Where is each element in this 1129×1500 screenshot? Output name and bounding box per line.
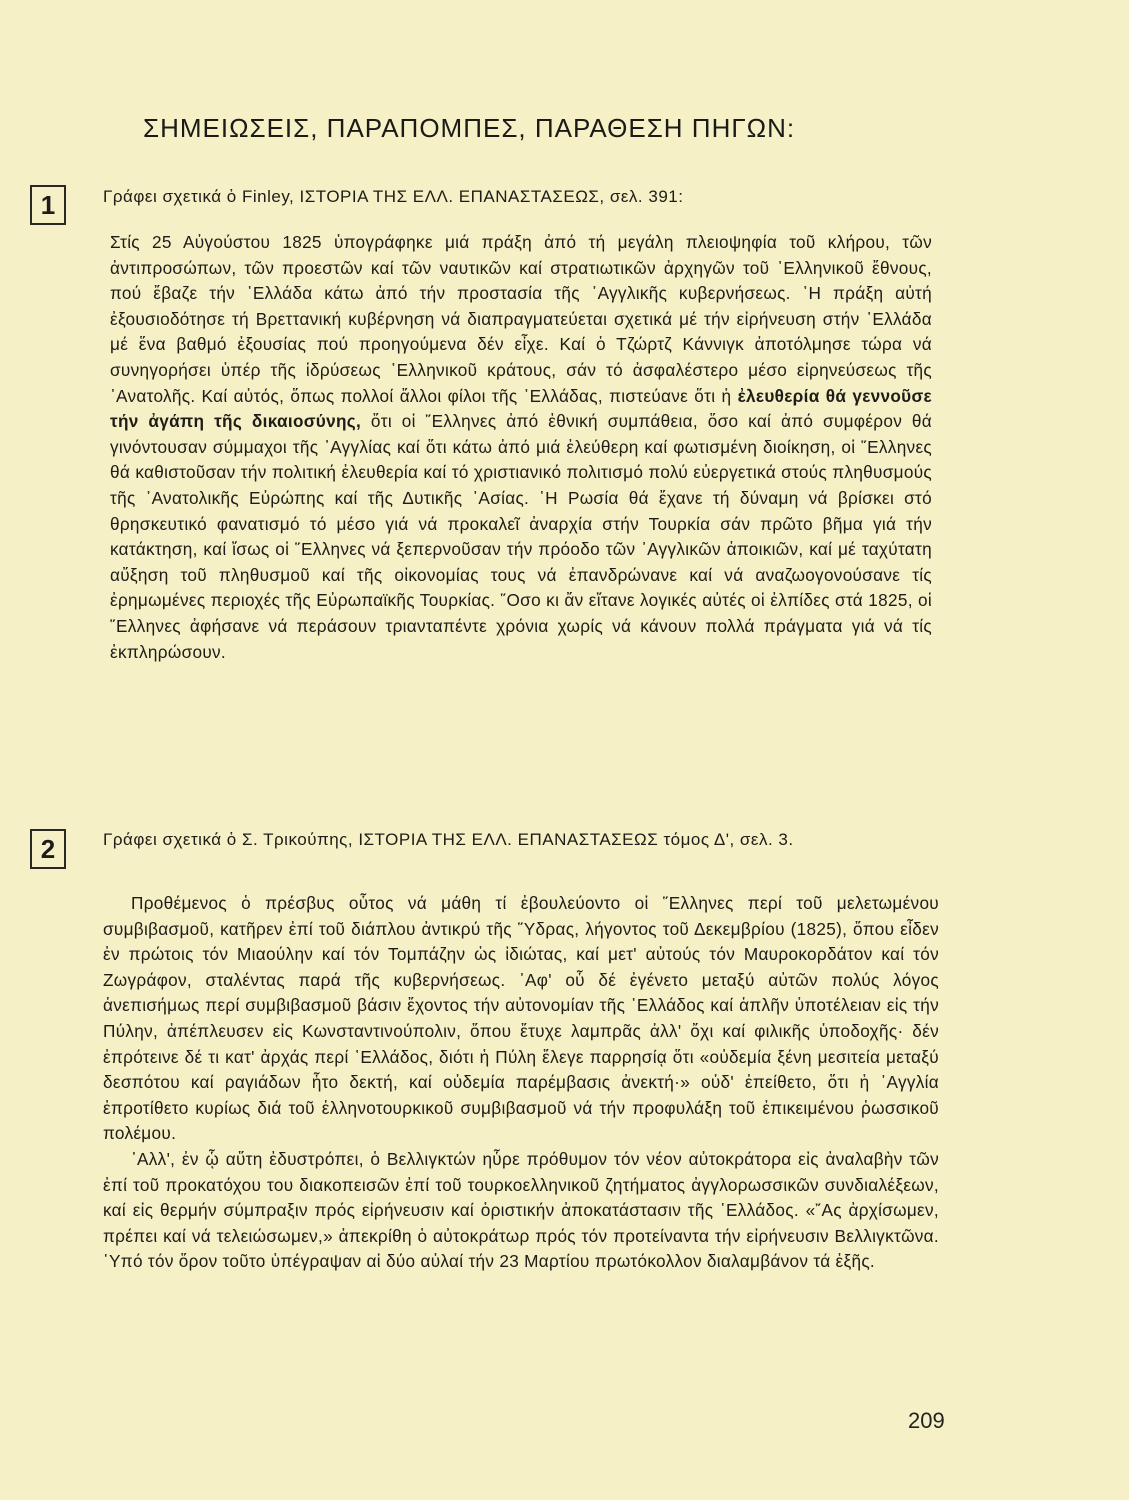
note-number-2: 2 (30, 829, 66, 869)
note-2-source: Γράφει σχετικά ὁ Σ. Τρικούπης, ΙΣΤΟΡΙΑ ΤΗΣ ΕΛΛ. ΕΠΑΝΑΣΤΑΣΕΩΣ τόμος Δ', σελ. 3. (103, 830, 794, 849)
note-1-quote (110, 230, 932, 665)
note-1-text-a: Στίς 25 Αὐγούστου 1825 ὑπογράφηκε μιά πράξη ἀπό τή μεγάλη πλειοψηφία τοῦ κλήρου, τῶν ἀντιπροσώπων, τῶν προεστῶν καί τῶν ναυτικῶν καί στρατιωτικῶν ἀρχηγῶν τοῦ ῾Ελληνικοῦ ἔθνους, πού ἔβαζε τήν ῾Ελλάδα κάτω ἀπό τήν προστασία τῆς ᾿Αγγλικῆς κυβερνήσεως. ῾Η πράξη αὐτή ἐξουσιοδότησε τή Βρεττανική κυβέρνηση νά διαπραγματεύεται σχετικά μέ τήν εἰρήνευση στήν ῾Ελλάδα μέ ἕνα βαθμό ἐξουσίας πού προηγούμενα δέν εἶχε. Καί ὁ Τζώρτζ Κάννιγκ ἀποτόλμησε τώρα νά συνηγορήσει ὑπέρ τῆς ἱδρύσεως ῾Ελληνικοῦ κράτους, σάν τό ἀσφαλέστερο μέσο εἰρηνεύσεως τῆς ᾿Ανατολῆς. Καί αὐτός, ὅπως πολλοί ἄλλοι φίλοι τῆς ῾Ελλάδας, πιστεύανε ὅτι ἡ (110, 232, 932, 406)
note-1-text-b: ὅτι οἱ ῞Ελληνες ἀπό ἐθνική συμπάθεια, ὅσο καί ἀπό συμφέρον θά γινόντουσαν σύμμαχοι τῆς ᾿Αγγλίας καί ὅτι κάτω ἀπό μιά ἐλεύθερη καί φωτισμένη διοίκηση, οἱ ῞Ελληνες θά καθιστοῦσαν τήν πολιτική ἐλευθερία καί τό χριστιανικό πολιτισμό πολύ εὐεργετικά στούς πληθυσμούς τῆς ᾿Ανατολικῆς Εὐρώπης καί τῆς Δυτικῆς ᾿Ασίας. ῾Η Ρωσία θά ἔχανε τή δύναμη νά βρίσκει στό θρησκευτικό φανατισμό τό μέσο γιά νά προκαλεῖ ἀναρχία στήν Τουρκία σάν πρῶτο βῆμα γιά τήν κατάκτηση, καί ἴσως οἱ ῞Ελληνες νά ξεπερνοῦσαν τήν πρόοδο τῶν ᾿Αγγλικῶν ἀποικιῶν, καί μέ ταχύτατη αὔξηση τοῦ πληθυσμοῦ καί τῆς οἰκονομίας τους νά ἐπανδρώνανε καί νά αναζωογονούσανε τίς ἐρημωμένες περιοχές τῆς Εὐρωπαϊκῆς Τουρκίας. ῞Οσο κι ἄν εἴτανε λογικές αὐτές οἱ ἐλπίδες στά 1825, οἱ ῞Ελληνες ἀφήσανε νά περάσουν τριανταπέντε χρόνια χωρίς νά κάνουν πολλά πράγματα γιά νά τίς ἐκπληρώσουν. (110, 411, 932, 662)
note-1-source: Γράφει σχετικά ὁ Finley, ΙΣΤΟΡΙΑ ΤΗΣ ΕΛΛ. ΕΠΑΝΑΣΤΑΣΕΩΣ, σελ. 391: (103, 187, 684, 206)
note-1-bold-phrase: ἐλευθερία θά γεννοῦσε τήν ἀγάπη τῆς δικαιοσύνης, (110, 385, 932, 432)
note-2-quote (103, 891, 939, 1275)
note-2-paragraph-2: ᾿Αλλ', ἐν ᾧ αὕτη ἐδυστρόπει, ὁ Βελλιγκτών ηὗρε πρόθυμον τόν νέον αὐτοκράτορα εἰς ἀναλαβὴν τῶν ἐπί τοῦ προκατόχου του διακοπεισῶν ἐπί τοῦ τουρκοελληνικοῦ ζητήματος ἀγγλορωσσικῶν συνδιαλέξεων, καί εἰς θερμήν σύμπραξιν πρός εἰρήνευσιν καί ὁριστικήν ἀποκατάστασιν τῆς ῾Ελλάδος. «῎Ας ἀρχίσωμεν, πρέπει καί νά τελειώσωμεν,» ἀπεκρίθη ὁ αὐτοκράτωρ πρός τόν προτείναντα τήν εἰρήνευσιν Βελλιγκτῶνα. ῾Υπό τόν ὅρον τοῦτο ὑπέγραψαν αἱ δύο αὐλαί τήν 23 Μαρτίου πρωτόκολλον διαλαμβάνον τά ἑξῆς. (103, 1148, 939, 1272)
note-number-1: 1 (30, 185, 66, 225)
note-2-paragraph-1: Προθέμενος ὁ πρέσβυς οὗτος νά μάθη τί ἐβουλεύοντο οἱ ῞Ελληνες περί τοῦ μελετωμένου συμβιβασμοῦ, κατῆρεν ἐπί τοῦ διάπλου ἀντικρύ τῆς ῞Υδρας, λήγοντος τοῦ Δεκεμβρίου (1825), ὅπου εἶδεν ἐν πρώτοις τόν Μιαούλην καί τόν Τομπάζην ὡς ἰδιώτας, καί μετ' αὐτούς τόν Μαυροκορδάτον καί τόν Ζωγράφον, σταλέντας παρά τῆς κυβερνήσεως. ᾿Αφ' οὗ δέ ἐγένετο μεταξύ αὐτῶν πολύς λόγος ἀνεπισήμως περί συμβιβασμοῦ βάσιν ἔχοντος τήν αὐτονομίαν τῆς ῾Ελλάδος καί ἁπλῆν ὑποτέλειαν εἰς τήν Πύλην, ἀπέπλευσεν εἰς Κωνσταντινούπολιν, ὅπου ἔτυχε λαμπρᾶς ἀλλ' ὄχι καί φιλικῆς ὑποδοχῆς· δέν ἐπρότεινε δέ τι κατ' ἀρχάς περί ῾Ελλάδος, διότι ἡ Πύλη ἔλεγε παρρησίᾳ ὅτι «οὐδεμία ξένη μεσιτεία μεταξύ δεσπότου καί ραγιάδων ἦτο δεκτή, καί οὐδεμία παρέμβασις ἀνεκτή·» οὐδ' ἐπείθετο, ὅτι ἡ ᾿Αγγλία ἐπροτίθετο κυρίως διά τοῦ ἑλληνοτουρκικοῦ συμβιβασμοῦ νά τήν προφυλάξη τοῦ ἐπικειμένου ῥωσσικοῦ πολέμου. (103, 893, 939, 1144)
page-number: 209 (908, 1408, 945, 1433)
page-title: ΣΗΜΕΙΩΣΕΙΣ, ΠΑΡΑΠΟΜΠΕΣ, ΠΑΡΑΘΕΣΗ ΠΗΓΩΝ: (143, 113, 796, 143)
